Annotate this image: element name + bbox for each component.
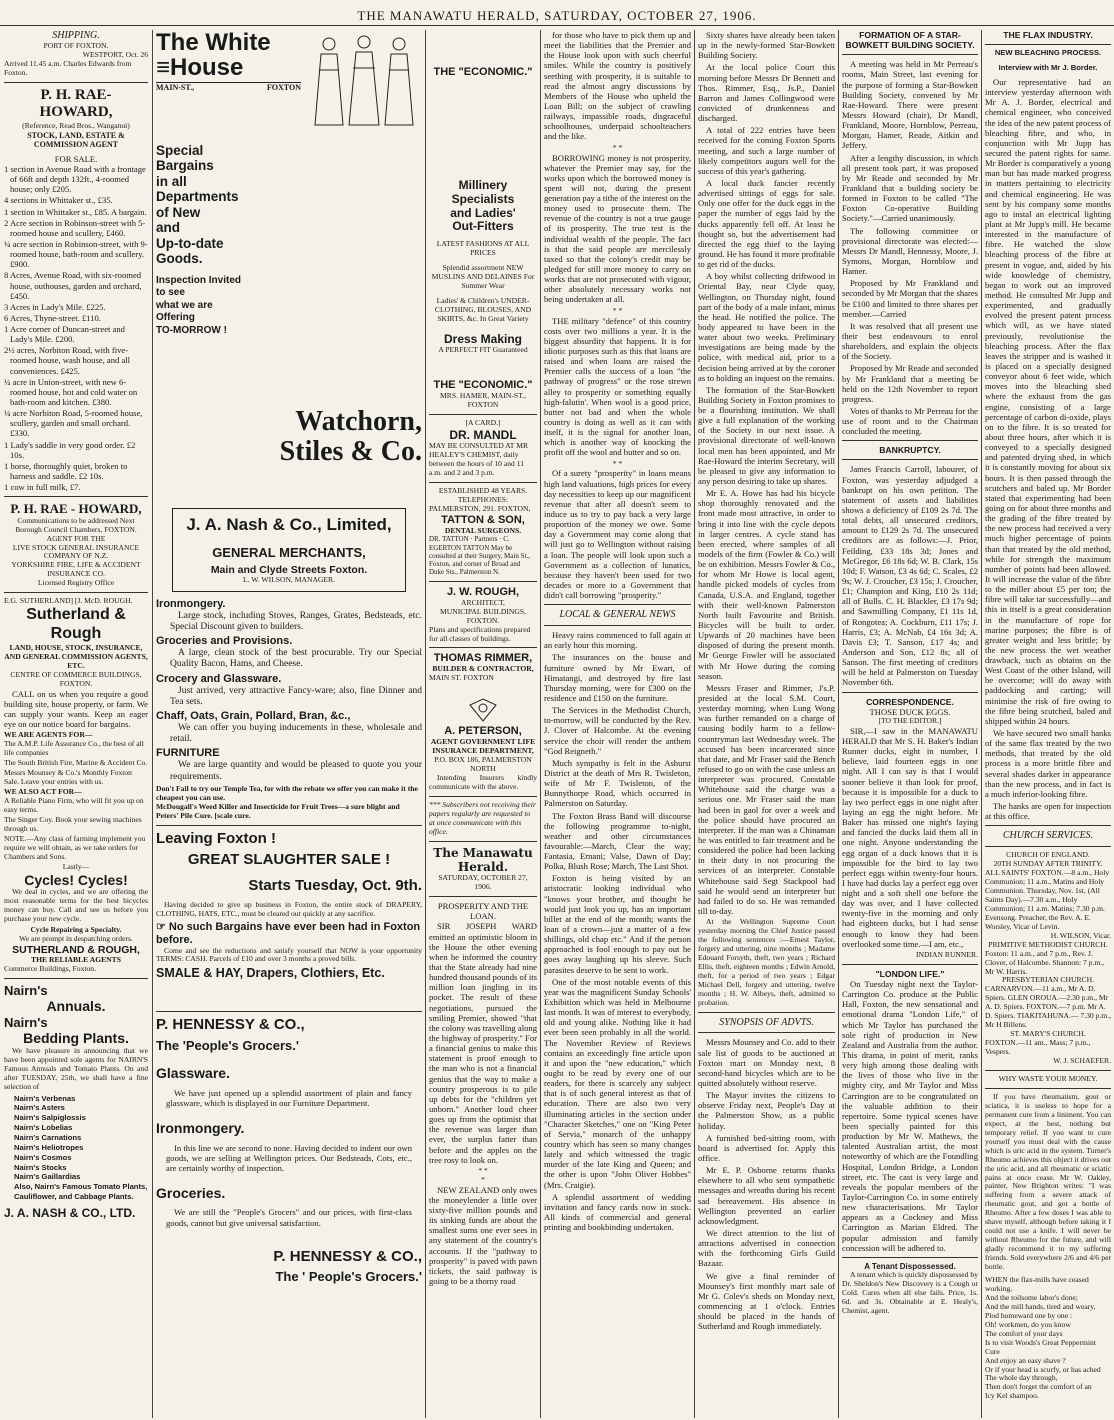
plant-item: Nairn's Verbenas bbox=[14, 1093, 76, 1103]
nairn-heading-2: Annuals. bbox=[46, 998, 106, 1015]
sale-item: 3 Acres in Lady's Mile. £225. bbox=[4, 301, 106, 312]
pointing-hand-icon: ☞ bbox=[156, 920, 169, 933]
col4-p4: Of a surety "prosperity" in loans means high land valuations, high prices for every day necessities to keep up our magnificent revenue that after all doesn't seem to induce us to try to pay back a very large proportion of the money we owe. Some day a Government may come along that will just go to Wellington without raising a loan. The people will look upon such a Government as a collection of lunatics, because they haven't been used for two decades or more to a Government that didn't call borrowing "prosperity." bbox=[544, 468, 691, 601]
bargains-line: in all bbox=[156, 173, 187, 189]
ironmongery-body: In this line we are second to none. Having decided to indent our own goods, we are selling at Wellington prices. Our Bedsteads, Cots, etc., are certainly worthy of inspection. bbox=[166, 1142, 412, 1173]
special-bargains bbox=[156, 143, 301, 267]
watchorn-title-1: Watchorn, bbox=[295, 406, 422, 438]
millinery-line: Millinery bbox=[458, 177, 508, 192]
bargains-line: Special bbox=[156, 142, 204, 158]
inspection-line: what we are bbox=[156, 299, 213, 311]
column-rule bbox=[152, 30, 153, 1418]
bargains-line: Departments bbox=[156, 189, 239, 205]
sale-item: 6 Acres, Thyne-street. £110. bbox=[4, 312, 101, 323]
col4-p2: BORROWING money is not prosperity, whatever the Premier may say, for the works upon which the borrowed money is spent will not, during the present generation pay a tithe of the interest on the money used to prosecute them. The revenue of the country is not a true gauge of its prosperity. The true test is the individual wealth of the people. The fact is that the said people are mercilessly taxed so that the colony's credit may be pledged for still more money to carry on works that are not prosecuted with vigour, other absolutely necessary works not being undertaken at all. bbox=[544, 152, 691, 305]
watchorn-title-2: Stiles & Co. bbox=[279, 435, 422, 467]
presbyterian-times: CARNARVON.—11 a.m., Mr A. D. Spiers. GLEN OROUA.—2.30 p.m., Mr A. D. Spiers. FOXTON.—7 p.m. Mr A. D. Spiers. TIAKITAHUNA.— 7.30 p.m., Mr H Billens. bbox=[985, 984, 1111, 1030]
news-item: Heavy rains commenced to fall again at an early hour this morning. bbox=[544, 630, 691, 651]
nash-section-body: A large, clean stock of the best procurable. Try our Special Quality Bacon, Hams, and Cheese. bbox=[170, 648, 422, 670]
rae-howard-name: P. H. RAE-HOWARD, bbox=[39, 86, 113, 121]
agency-line: AGENT FOR THE bbox=[46, 533, 106, 543]
news-item: The insurances on the house and furniture owned by Mr Ewart, of Himatangi, and destroyed by fire last Thursday morning, were for £300 on the residence and £150 on the furniture. bbox=[544, 652, 691, 703]
white-house-street: MAIN-ST., bbox=[156, 83, 195, 93]
card-label: [A CARD.] bbox=[465, 417, 501, 427]
sutherland-rough-body: CALL on us when you require a good building site, house property, or farm. We can supply your wants. Keep an eager eye on our notice board for bargains. bbox=[4, 688, 148, 730]
peterson-body: Intending Insurers kindly communicate with the above. bbox=[429, 773, 537, 792]
leaving-foxton: Leaving Foxton ! bbox=[156, 829, 276, 847]
local-news-heading: LOCAL & GENERAL NEWS bbox=[559, 609, 676, 621]
poem-line: WHEN the flax-mills have ceased working, bbox=[985, 1275, 1089, 1293]
vicar-signature: H. WILSON, Vicar. bbox=[1050, 930, 1111, 940]
column-rule bbox=[540, 30, 541, 1418]
news-item: Foxton is being visited by an aristocratic looking individual who "knows your brother, and thought he would just look you up, has an important billet at the end of the month; wants the loan of a crown—just a matter of a few shillings, old chap etc." And if the person approached is fool enough to pay out he goes away laughing up his sleeve. Such parasites deserve to be sent to work. bbox=[544, 873, 691, 975]
agency-line: LIVE STOCK GENERAL INSURANCE COMPANY OF N.Z. bbox=[12, 542, 140, 561]
economic-heading: THE "ECONOMIC." bbox=[433, 66, 533, 78]
formation-paragraph: It was resolved that all present use their best endeavours to enrol shareholders, and explain the objects of the Society. bbox=[842, 320, 978, 362]
duck-eggs-heading: THOSE DUCK EGGS. bbox=[869, 706, 951, 717]
rae-howard-agencies bbox=[4, 517, 148, 589]
formation-paragraph: Votes of thanks to Mr Perreau for the use of room and to the Chairman concluded the meeting. bbox=[842, 405, 978, 437]
glassware-body: We have just opened up a splendid assortment of plain and fancy glassware, which is displayed in our Furniture Department. bbox=[166, 1087, 412, 1108]
tatton-body: DR. TATTON · Partners · C. EGERTON TATTON May be consulted at their Surgery, Main St., Foxton, and corner of Broad and Duke Sts., Palmerston N. bbox=[429, 535, 530, 577]
poem-line: Oh! workmen, do you know bbox=[985, 1319, 1071, 1329]
prompt-despatch: We are prompt in despatching orders. bbox=[19, 933, 133, 943]
plant-item: Nairn's Asters bbox=[14, 1103, 65, 1113]
presbyterian-church: PRESBYTERIAN CHURCH. bbox=[1002, 975, 1094, 985]
column-rule bbox=[425, 30, 426, 1418]
synopsis-item: Messrs Mounsey and Co. add to their sale list of goods to be auctioned at Foxton mart on Monday next, 8 second-hand bicycles which are to be quitted absolutely without reserve. bbox=[698, 1037, 835, 1088]
ironmongery-heading: Ironmongery. bbox=[156, 1119, 245, 1136]
leader-heading: PROSPERITY AND THE LOAN. bbox=[437, 901, 529, 922]
subscribers-notice: *** Subscribers not receiving their papers regularly are requested to at once communicate with this office. bbox=[429, 800, 536, 837]
temple-tea: Don't Fail to try our Temple Tea, for with the rebate we offer you can make it the cheapest you can use. bbox=[156, 783, 418, 802]
bargains-line: Up-to-date bbox=[156, 235, 224, 251]
inspection-line: TO-MORROW ! bbox=[156, 324, 227, 336]
sutherland-rough-business: LAND, HOUSE, STOCK, INSURANCE, AND GENERAL COMMISSION AGENTS, ETC. bbox=[4, 642, 148, 670]
formation-paragraph: After a lengthy discussion, in which all present took part, it was proposed by Mr Reade and seconded by Mr Frankland that a building society be formed in Foxton to be called "The Foxton Co-operative Building Society."—Carried unanimously. bbox=[842, 152, 978, 224]
sale-body: Having decided to give up business in Foxton, the entire stock of DRAPERY, CLOTHING, HATS, ETC., must be cleared out quickly at any sacrifice. bbox=[156, 899, 422, 918]
cycles-body: We deal in cycles, and we are offering the most reasonable terms for the best bicycles money can buy. Call and see us before you purchase your new cycle. bbox=[4, 887, 148, 923]
sale-item: 8 Acres, Avenue Road, with six-roomed house, outhouses, garden and orchard, £450. bbox=[4, 270, 142, 301]
primitive-methodist: PRIMITIVE METHODIST CHURCH. bbox=[988, 939, 1108, 949]
sale-item: ¼ acre in Union-street, with new 6-roomed house, hot and cold water on bath-room and kitchen. £380. bbox=[4, 376, 138, 408]
plant-item: Nairn's Cosmos bbox=[14, 1152, 72, 1162]
hennessy-title: P. HENNESSY & CO., bbox=[156, 1016, 305, 1034]
news-item: At the local police Court this morning before Messrs Dr Bennett and Thos. Rimmer, Esq., Js.P., Daniel Barron and James Collingwood were convicted of drunkenness and discharged. bbox=[698, 62, 835, 124]
also-act-heading: WE ALSO ACT FOR— bbox=[4, 787, 82, 797]
flax-body: Our representative had an interview yesterday afternoon with Mr A. J. Border, electrical and chemical engineer, who conceived the idea of the new patent process of bleaching fibre, and who, in conjunction with Mr Jupp has secured the patent rights for same. Mr Border is comparatively a young man but has made marked progress in matters pertaining to electricity and chemical engineering. He was sent by his company some months ago to instal an electrical lighting plant at Mr Jupp's mill. He became interested in the manufacture of fibre. He watched the slow bleaching process of the fibre at present in vogue, and, aided by his wide knowledge of chemistry, began to work out an improved method. He consulted Mr Jupp and experimented, and gradually evolved the present patent process which will, as we have stated previously, revolutionise the bleaching process. After the flax leaves the stripper and is washed it is placed on a specially designed conveyor about 6 feet wide, which moves into the bleaching shed where the exhaust from the gas engine, consisting of a large percentage of carbon di-oxide, plays on to the fibre. It is so treated for about three hours, after which it is conveyed to a specially designed and patented drying shed, in which it is constantly moving for about six hours. It is then passed through the scutchers and baled up. Mr Border stated that experimenting had been going on for about three months and the grading of the fibre treated by the new process had received a very much higher percentage of points than that treated by the old method, while for strength the maximum number of points had been allowed. It will increase the value of the fibre to the miller about £5 per ton; the fibre will take tar successfully—and this in itself is a great consideration in the manufacture of rope for marine purposes; the fibre is of greater weight and less brittle; by the new process the wet weather drawback, such as obtains on the West Coast of the other Island, will be overcome; will do away with paddocking and carting; will minimise the risk of fire owing to the fibre being scutched, baled and shipped within 24 hours. bbox=[985, 77, 1111, 726]
rough-address: MUNICIPAL BUILDINGS, FOXTON. bbox=[440, 606, 526, 625]
column-4 bbox=[544, 30, 691, 1418]
millinery-specialists bbox=[429, 179, 537, 234]
agent-item: The A.M.P. Life Assurance Co., the best of all life companies bbox=[4, 739, 144, 758]
news-item: The Services in the Methodist Church, to-morrow, will be conducted by the Rev. J. Clover of Halcombe. At the evening service the choir will render the anthem "God Reigneth." bbox=[544, 705, 691, 756]
cycles-heading: Cycles! Cycles! bbox=[24, 871, 128, 888]
lastly-label: Lastly— bbox=[62, 861, 90, 871]
nairn-heading-3: Nairn's bbox=[4, 1014, 48, 1030]
peoples-grocers-2: The ' People's Grocers.' bbox=[275, 1269, 422, 1285]
waste-money-heading: WHY WASTE YOUR MONEY. bbox=[998, 1073, 1098, 1083]
sale-item: 1 Acre corner of Duncan-street and Lady's Mile. £200. bbox=[4, 324, 125, 345]
column-rule bbox=[694, 30, 695, 1418]
london-life-body: On Tuesday night next the Taylor-Carrington Co. produce at the Public Hall, Foxton, the new sensational and emotional drama "London Life," of which Mr Taylor has purchased the sole right of production in New Zealand and Australia from the author. This drama, in point of merit, ranks very high among those dealing with the lives of those who live in the mighty city, and Mr Taylor and Miss Carrington are to be congratulated on the valuable addition to their repertoire. Some typical scenes have been specially painted for this production by Mr W. Mathews, the talented Australian artist, the most noteworthy of which are the Foundling Hospital, London Bridge, a London street, etc. The cast is very large and reveals the popular members of the Taylor-Carrington Co. in some entirely new characterisations. Mr Taylor appears as a Cockney and Miss Carrington as Marian Eldred. The popular admission and family concession will be adhered to. bbox=[842, 979, 978, 1253]
plant-item: Nairn's Lobelias bbox=[14, 1123, 73, 1133]
column-5 bbox=[698, 30, 835, 1418]
poem-line: And enjoy an easy shave ? bbox=[985, 1355, 1066, 1365]
flax-heading: THE FLAX INDUSTRY. bbox=[1003, 30, 1093, 40]
nash-sections bbox=[156, 598, 422, 783]
plant-item: Also, Nairn's Famous Tomato Plants, Cauliflower, and Cabbage Plants. bbox=[14, 1182, 148, 1202]
white-house-title-1: The White bbox=[156, 30, 271, 56]
nash-section-body: Large stock, including Stoves, Ranges, Grates, Bedsteads, etc. Special Discount given to builders. bbox=[170, 610, 422, 633]
bleaching-subheading: NEW BLEACHING PROCESS. bbox=[994, 48, 1102, 58]
nash-section-body: Just arrived, very attractive Fancy-ware; also, fine Dinner and Tea sets. bbox=[170, 685, 422, 707]
economic-heading-2: THE "ECONOMIC." bbox=[433, 378, 533, 391]
telephone-numbers: PALMERSTON, 291. FOXTON, bbox=[429, 503, 531, 513]
news-item: The formation of the Star-Bowkett Building Society in Foxton promises to be a flourishing institution. We shall give a full explanation of the working of the Society in our next issue. A provisional directorate of well-known local men has been appointed, and Mr Rae-Howard the interim Secretary, will be pleased to give any information to any person desiring to take up shares. bbox=[698, 384, 835, 487]
plant-item: Nairn's Carnations bbox=[14, 1133, 82, 1142]
peterson-agent: AGENT GOVERNMENT LIFE INSURANCE DEPARTMENT, bbox=[430, 737, 536, 756]
bankruptcy-heading: BANKRUPTCY. bbox=[879, 445, 941, 456]
rae-howard-name-2: P. H. RAE - HOWARD, bbox=[10, 501, 142, 517]
poem-line: Or if your head is scurfy, or has ached bbox=[985, 1364, 1101, 1374]
column-7 bbox=[985, 30, 1111, 1418]
nash-section-heading: Crocery and Glassware. bbox=[156, 672, 282, 685]
rae-howard-business: STOCK, LAND, ESTATE & COMMISSION AGENT bbox=[27, 130, 125, 150]
nash-section-heading: Groceries and Provisions. bbox=[156, 635, 293, 648]
synopsis-item: The Mayor invites the citizens to observe Friday next, People's Day at the Palmerston Show, as a public holiday. bbox=[698, 1090, 835, 1131]
commerce-buildings: Commerce Buildings, Foxton. bbox=[4, 964, 96, 974]
sutherland-rough-partners: E.G. SUTHERLAND] [J. McD. ROUGH. bbox=[4, 596, 133, 606]
dress-making: Dress Making bbox=[443, 331, 523, 346]
masthead bbox=[0, 0, 1114, 26]
news-item: Messrs Fraser and Rimmer, J's.P. presided at the local S.M. Court, yesterday morning, when Lung Wong was further remanded on a charge of causing bodily harm to a fellow-countryman last Wednesday week. The accused has been incarcerated since that date, and Mr Fraser said the Bench refused to go on with the case unless an interpreter was procured. Constable Whitehouse said the charge was a serious one. Mr Fraser said the man had been in gaol for over a week and the police should have procured an interpreter. If the man was a Chinaman he was entitled to fair treatment and he considered the police had been lacking in their duty in not procuring the services of an interpreter. Constable Whitehouse said Segt Stackpool had said he would send an interpreter but had failed to do so. He was remanded till to-day. bbox=[698, 682, 835, 916]
inspection-line: Inspection Invited bbox=[156, 274, 242, 286]
port-heading: PORT OF FOXTON. bbox=[43, 40, 109, 50]
groceries-heading: Groceries. bbox=[156, 1184, 226, 1201]
synopsis-heading: SYNOPSIS OF ADVTS. bbox=[719, 1016, 814, 1028]
poem-line: Icy Kel shampoo. bbox=[985, 1391, 1039, 1401]
formation-paragraph: Proposed by Mr Reade and seconded by Mr Frankland that a meeting be held on the 12th November to report progress. bbox=[842, 363, 978, 404]
architect-label: ARCHITECT, bbox=[461, 597, 505, 607]
agency-line: YORKSHIRE FIRE, LIFE & ACCIDENT INSURANCE CO. bbox=[11, 560, 141, 579]
nash-section-heading: FURNITURE bbox=[156, 747, 220, 760]
rae-howard-reference: (Reference, Read Bros., Wanganui) bbox=[22, 120, 130, 130]
sale-item: 1 horse, thoroughly quiet, broken to harness and saddle. £2 10s. bbox=[4, 460, 128, 482]
thomas-rimmer: THOMAS RIMMER, bbox=[433, 652, 533, 665]
column-6 bbox=[842, 30, 978, 1418]
nairn-heading-4: Bedding Plants. bbox=[23, 1030, 129, 1047]
agency-line: Communications to be addressed Next Borough Council Chambers, FOXTON. bbox=[15, 515, 137, 534]
sale-item: 2 Acre section in Robinson-street with 5-roomed house and scullery, £460. bbox=[4, 217, 146, 238]
interview-subheading: Interview with Mr J. Border. bbox=[998, 63, 1098, 73]
plant-item: Nairn's Salpiglossis bbox=[14, 1113, 86, 1123]
sale-item: 2½ acres, Norbiton Road, with five-roomed house, wash house, and all conveniences. £425. bbox=[4, 345, 131, 376]
westport-dateline: WESTPORT, Oct. 26 bbox=[82, 49, 148, 59]
telephones-label: TELEPHONES: bbox=[457, 494, 509, 504]
asterisks-divider: * * bbox=[612, 458, 623, 468]
millinery-line: and Ladies' bbox=[450, 205, 516, 220]
nash-section-heading: Ironmongery. bbox=[156, 597, 226, 610]
column-rule bbox=[981, 30, 982, 1418]
sale-item: 1 section in Whittaker st., £85. A bargain. bbox=[4, 206, 147, 217]
hennessy-title-2: P. HENNESSY & CO., bbox=[273, 1247, 422, 1265]
news-item: One of the most notable events of this year was the magnificent Sunday Schools' Exhibition which was held in Melbourne last month. It was of interest to everybody, old and young alike. Nothing like it had ever been seen probably in all the world. The November Review of Reviews contains an exceedingly fine article upon it and upon the "new education," which ought to be read by every one of our readers, for there is scarcely any subject that is of such general interest as that of education. There are also two very illuminating articles in the section under "Character Sketches," one on "King Peter of Servia," monarch of the unhappy country which has seen so many changes lately and which witnessed the tragic murder of the late King and Queen; and the other is upon "John Oliver Hobbes" (Mrs. Craigie). bbox=[544, 976, 691, 1190]
formation-heading: FORMATION OF A STAR-BOWKETT BUILDING SOCIETY. bbox=[845, 30, 975, 51]
column-3 bbox=[429, 30, 537, 1418]
nairn-plants-list bbox=[4, 1094, 148, 1202]
a-peterson: A. PETERSON, bbox=[444, 725, 522, 738]
st-marys-times: FOXTON.—11 am., Mass; 7 p.m., Vespers. bbox=[985, 1038, 1091, 1057]
asterisks-divider: * * bbox=[612, 142, 623, 152]
tatton-son: TATTON & SON, bbox=[441, 513, 525, 526]
peoples-grocers: The 'People's Grocers.' bbox=[156, 1037, 299, 1053]
church-of-england-times: ALL SAINTS' FOXTON.—8 a.m., Holy Communion; 11 a.m., Matins and Holy Communion. Thursday, Nov. 1st, (All Saints Day).—7.30 a.m., Holy Communion; 11 a.m. Matins; 7.30 p.m. Evensong. Preacher, the Rev. A. E. Worsley, Vicar of Levin. bbox=[985, 868, 1110, 931]
inspection-invited bbox=[156, 275, 301, 338]
sale-item: 1 section in Avenue Road with a frontage of 66ft and depth 132ft., 4-roomed house; only £205. bbox=[4, 163, 146, 195]
poem-line: And the toilsome labor's done; bbox=[985, 1292, 1078, 1302]
flax-body-3: The hanks are open for inspection at this office. bbox=[985, 801, 1111, 822]
peterson-address: P.O. BOX 186, PALMERSTON NORTH bbox=[434, 755, 532, 774]
nash-section-body: We are large quantity and would be pleased to quote you your requirements. bbox=[170, 760, 422, 782]
formation-paragraph: A meeting was held in Mr Perreau's rooms, Main Street, last evening for the purpose of forming a Star-Bowkett Building Society, convened by Mr Rae-Howard. There were present Messrs Howard (chair), Dr Mandl, Frankland, Moore, Hornblow, Perreau, Morgan, Hamer, Reade, Aitkin and Jeffery. bbox=[842, 59, 978, 151]
jw-rough: J. W. ROUGH, bbox=[446, 585, 520, 598]
sutherland-rough-title: Sutherland & Rough bbox=[26, 606, 126, 643]
agent-item: The South British Fire, Marine & Accident Co. bbox=[4, 758, 148, 768]
great-slaughter-sale: GREAT SLAUGHTER SALE ! bbox=[187, 851, 391, 869]
dr-mandl: DR. MANDL bbox=[449, 427, 517, 442]
poem-line: Then don't forget the comfort of an bbox=[985, 1382, 1092, 1392]
also-act-list bbox=[4, 797, 148, 862]
tenant-body: A tenant which is quickly dispossessed by Dr. Sheldon's New Discovery is a Cough or Cold. Cures when all else fails. Price, 1s. 6d. and 3s. Obtainable at E. Healy's, Chemist, agent. bbox=[842, 1270, 978, 1316]
agents-list bbox=[4, 740, 148, 787]
arrival-notice: Arrived 11.45 a.m. Charles Edwards from Foxton. bbox=[4, 58, 132, 77]
nash-section-body: We can offer you buying inducements in these, wholesale and retail. bbox=[170, 723, 422, 745]
nash-title: J. A. Nash & Co., Limited, bbox=[186, 515, 392, 535]
sunday-after-trinity: 20TH SUNDAY AFTER TRINITY. bbox=[993, 859, 1103, 869]
also-act-item: A Reliable Piano Firm, who will fit you up on easy terms. bbox=[4, 795, 144, 814]
letter-signature: INDIAN RUNNER. bbox=[915, 949, 978, 959]
mrs-hamer-address: MRS. HAMER, MAIN-ST., FOXTON bbox=[440, 390, 526, 409]
nash-manager: L. W. WILSON, MANAGER. bbox=[242, 574, 336, 584]
also-act-item: The Singer Coy. Book your sewing machines through us. bbox=[4, 814, 142, 833]
agency-line: Licensed Registry Office bbox=[37, 578, 115, 588]
sale-item: 1 Lady's saddle in very good order. £2 10s. bbox=[4, 439, 136, 460]
news-item: A splendid assortment of wedding invitation and fancy cards now in stock. All kinds of commercial and general printing and bookbinding undertaken. bbox=[544, 1191, 691, 1233]
shipping-heading: SHIPPING. bbox=[52, 30, 100, 41]
smale-hay: SMALE & HAY, Drapers, Clothiers, Etc. bbox=[156, 966, 385, 981]
leader-body: SIR JOSEPH WARD emitted an optimistic bloom in the House the other evening when he informed the country that the State already had nine hundred thousand pounds of its million loan jingling in its pocket. The result of these negotiations, pursued the smiling Premier, showed "that the colony was travelling along the highway of prosperity." For a financial genius to make this statement is proof enough to the man who is not a financial genius that the way to make a country prosperous is to pile up debts for the "children yet unborn." Another loud cheer goes up from the optimist that the revenue was larger than ever, the surplus fatter than before and the apples on the tree rosy to look on. bbox=[429, 921, 537, 1165]
poem-line: Plod homeward one by one : bbox=[985, 1310, 1073, 1320]
col4-p3: THE military "defence" of this country costs over two millions a year. It is the biggest absurdity that happens. It is for idiotic purposes such as this that loans are raised and when loans are raised the Premier calls the success of a loan "the pathway of progress" or the rose strewn alley to prosperity or something equally high-falutin'. When wool is a good price, butter not bad and when the whole country is doing as well as it can with itself, it is the signal for another loan, which is another way of knocking the profit off the wool and butter and so on. bbox=[544, 315, 691, 458]
inspection-line: to see bbox=[156, 287, 185, 299]
millinery-line: Out-Fitters bbox=[452, 219, 514, 234]
poem-line: And the mill hands, tired and weary, bbox=[985, 1301, 1096, 1311]
nash-general-merchants: GENERAL MERCHANTS, bbox=[212, 545, 366, 561]
dr-mandl-body: MAY BE CONSULTED AT MR HEALEY'S CHEMIST, daily between the hours of 10 and 11 a.m. and 2 and 3 p.m. bbox=[429, 440, 529, 477]
inspection-line: Offering bbox=[156, 312, 195, 324]
herald-title: The Manawatu Herald. bbox=[433, 845, 533, 875]
synopsis-item: A furnished bed-sitting room, with board is advertised for. Apply this office. bbox=[698, 1132, 835, 1163]
sale-item: ¼ acre Norbiton Road, 5-roomed house, scullery, garden and small orchard. £330. bbox=[4, 408, 143, 439]
plant-item: Nairn's Heliotropes bbox=[14, 1142, 84, 1152]
agents-for-heading: WE ARE AGENTS FOR— bbox=[4, 730, 93, 740]
poem-line: Is to visit Woods's Great Peppermint Cure bbox=[985, 1337, 1096, 1356]
sale-list bbox=[4, 164, 148, 492]
nairn-body: We have pleasure in announcing that we have been appointed sole agents for NAIRN'S Famous Annuals and Tomato Plants. On and after TUESDAY, 25th, we shall have a fine selection of bbox=[4, 1045, 148, 1091]
fashion-figures-illustration bbox=[309, 30, 422, 337]
new-muslins: Splendid assortment NEW MUSLINS AND DELAINES For Summer Wear bbox=[431, 263, 535, 290]
crest-icon bbox=[429, 697, 537, 725]
sale-item: ¼ acre section in Robinson-street, with 9-roomed house, bath-room and scullery. £900. bbox=[4, 238, 148, 270]
news-item: Mr E. A. Howe has had his bicycle shop thoroughly renovated and the front made most attractive, in order to bring it into line with the cycle depots in larger centres. A cycle stand has been erected, where samples of all models of the firm (Fowler & Co.) will be on exhibition. Messrs Fowler & Co., for whom Mr Howe is local agent, handle picked models of cycles from Canada, U.S.A. and England, together with their well-known Palmerston North built Favourite and British. Bicycles will be built to order. Upwards of 20 machines have been disposed of during the present month. Mr George Fowler will be associated with Mr Howe during the coming season. bbox=[698, 488, 835, 681]
flax-body-2: We have secured two small hanks of the same flax treated by the two methods, that treated by the old process is a more brittle fibre and several shades darker in appearance than the new process, and in fact is a much inferior-looking fibre. bbox=[985, 728, 1111, 799]
nairn-heading-1: Nairn's bbox=[4, 983, 48, 999]
nash-footer: J. A. NASH & CO., LTD. bbox=[4, 1206, 136, 1221]
church-services-heading: CHURCH SERVICES. bbox=[1002, 830, 1094, 842]
no-such-bargains bbox=[156, 921, 422, 947]
latest-fashions: LATEST FASHIONS AT ALL PRICES bbox=[436, 239, 530, 258]
for-sale-heading: FOR SALE. bbox=[54, 153, 98, 164]
reliable-agents: THE RELIABLE AGENTS bbox=[31, 955, 121, 965]
church-of-england: CHURCH OF ENGLAND. bbox=[1006, 850, 1090, 860]
asterisks-divider: * * bbox=[612, 305, 623, 315]
column-1 bbox=[4, 30, 148, 1418]
sutherland-rough-footer: SUTHERLAND & ROUGH, bbox=[12, 943, 140, 956]
asterisks-divider: * * * bbox=[478, 1165, 488, 1184]
herald-date: SATURDAY, OCTOBER 27, 1906. bbox=[438, 873, 528, 892]
dental-surgeons: DENTAL SURGEONS. bbox=[444, 525, 522, 535]
rough-body: Plans and specifications prepared for all classes of buildings. bbox=[429, 624, 531, 643]
leader-body-2: NEW ZEALAND only owes the moneylender a little over sixty-five million pounds and its sinking funds are about the smallest sums one ever sees in any statement of the country's accounts. If the "pathway to prosperity" is paved with pawn tickets, the said pathway is going to be a thorny road bbox=[429, 1184, 537, 1287]
nash-advert-box bbox=[172, 508, 406, 592]
to-the-editor: [TO THE EDITOR.] bbox=[878, 715, 942, 725]
correspondence-heading: CORRESPONDENCE. bbox=[866, 696, 954, 707]
st-marys-church: ST. MARY'S CHURCH. bbox=[1010, 1029, 1086, 1039]
poem-line: The whole day through, bbox=[985, 1373, 1058, 1383]
primitive-methodist-times: Foxton: 11 a.m., and 7 p.m., Rev. J. Clover, of Halcombe. Shannon: 7 p.m., Mr W. Harris. bbox=[985, 948, 1105, 976]
bargains-line: Goods. bbox=[156, 251, 203, 267]
come-and-see: Come and see the reductions and satisfy yourself that NOW is your opportunity TERMS: CASH. Parcels of £10 and over 3 months a proved bills. bbox=[156, 945, 422, 964]
sale-item: 4 sections in Whittaker st., £35. bbox=[4, 195, 113, 206]
priest-signature: W. J. SCHAEFER. bbox=[1053, 1056, 1111, 1066]
sale-item: 1 cow in full milk, £7. bbox=[4, 482, 81, 493]
synopsis-item: We direct attention to the list of attractions advertised in connection with the forthcoming Girls Guild Bazaar. bbox=[698, 1227, 835, 1269]
sutherland-rough-address: CENTRE OF COMMERCE BUILDINGS, FOXTON. bbox=[10, 669, 142, 688]
poem-line: The comfort of your days bbox=[985, 1328, 1063, 1338]
duck-eggs-letter: SIR,—I saw in the MANAWATU HERALD that Mr S. H. Baker's Indian Runner ducks, eight in number, I believe, laid fourteen eggs in one night. All I can say is that I would sooner believe it than look for proof, because it is impossible for a duck to lay two perfect eggs in one night after laying an egg the night before. Mr Baker has missed one night's laying and fancied the ducks laid them all in one night. Anyone understanding the egg organ of a duck knows that it is impossible for the bird to lay two perfect eggs within twenty-four hours. I have had ducks lay a perfect egg over night and a soft shell one before the day was over, and I have collected twenty-five in the morning and only had eighteen ducks, but I had sense enough to know they had been overlooked some time.—I am, etc., bbox=[842, 725, 978, 949]
perfect-fit: A PERFECT FIT Guaranteed bbox=[438, 344, 528, 354]
nash-section-heading: Chaff, Oats, Grain, Pollard, Bran, &c., bbox=[156, 710, 351, 723]
established-years: ESTABLISHED 48 YEARS. bbox=[438, 485, 528, 495]
waste-money-body: If you have rheumatism, gout or sciatica, it is useless to hope for a permanent cure from a liniment. You can expect, at the best, nothing but temporary relief. If you want to cure yourself you must deal with the cause which is uric acid in the system. Turner's Rheumo achieves this object it drives out the uric acid, and all rheumatic or sciatic pains at once cease. Mr W. Oakley, painter, New Brighton writes: "I was suffering from a severe attack of rheumatic gout, and got a bottle of Rheumo. After a few doses I was able to shave myself, although before taking it I could not use a knife. I will never be without Rheumo for the future, and will gladly recommend it to my suffering friends. Sold everywhere 2/6 and 4/6 per bottle. bbox=[985, 1091, 1111, 1272]
groceries-body: We are still the "People's Grocers" and our prices, with first-class goods, cannot but give universal satisfaction. bbox=[166, 1207, 412, 1228]
white-house-town: FOXTON bbox=[266, 83, 301, 93]
ladies-underclothing: Ladies' & Children's UNDER-CLOTHING, BLOUSES, AND SKIRTS, &c. In Great Variety bbox=[434, 295, 532, 323]
news-item: Much sympathy is felt in the Ashurst District at the death of Mrs R. Twisleton, wife of Mr F. Twisleton, of the Bunnythorpe Road, which occurred in Palmerston on Saturday. bbox=[544, 757, 691, 809]
formation-paragraph: The following committee or provisional directorate was elected:—Messrs Dr Mandl, Hennessy, Moore, J. Symons, Morgan, Hornblow and Hamer. bbox=[842, 225, 978, 277]
glassware-heading: Glassware. bbox=[156, 1065, 230, 1082]
news-item: Sixty shares have already been taken up in the newly-formed Star-Bowkett Building Society. bbox=[698, 30, 835, 61]
nash-address: Main and Clyde Streets Foxton. bbox=[210, 563, 368, 576]
news-item: A boy whilst collecting driftwood in Oriental Bay, near Clyde quay, Wellington, on Thursday night, found part of the body of a male infant, minus the head. He notified the police. The body appeared to have been in the water about two weeks. Preliminary investigations are being made by the police, with medical aid, prior to a decision being arrived at by the coroner as to holding an inquest on the remains. bbox=[698, 271, 835, 383]
no-such-bargains-text: No such Bargains have ever been had in Foxton before. bbox=[156, 920, 421, 946]
column-rule bbox=[838, 30, 839, 1418]
cycle-repair: Cycle Repairing a Specialty. bbox=[30, 924, 122, 934]
synopsis-item: Mr E. P. Osborne returns thanks elsewhere to all who sent sympathetic messages and wreaths during his recent sad bereavement. His absence in Wellington prevented an earlier acknowledgment. bbox=[698, 1165, 835, 1226]
bankruptcy-body: James Francis Carroll, labourer, of Foxton, was yesterday adjudged a bankrupt on his own petition. The statement of assets and liabilities shows a deficiency of £109 2s 7d. The total debts, all unsecured creditors, amount to £129 2s 7d. The unsecured creditors are as follows:—J. Prior, Feilding, £33 18s 3d; Jones and McGregor, £6 18s 6d; W. B. Clark, 15s 10d; F. Watson, £3 4s 6d; C. Scales, £2 9s; W. J. Croucher, £3 15s; J. Croucher, £1; Champion and King, £10 2s 11d; all of Bulls. C. H. Blackler, £3 17s 9d; and Sawmilling Company, £1 11s 1d, of Rongotea; A. Cockburn, £11 17s; J. Harris, £3; A. McNab, £4 16s 3d; A. Davis £3; T. Sanson, £17 4s; and Anderson and Son, £12 8s; all of Sanson. The first meeting of creditors will be held at Palmerston on Tuesday November 6th. bbox=[842, 464, 978, 688]
plant-item: Nairn's Stocks bbox=[14, 1162, 67, 1172]
white-house-title-2: ≡House bbox=[156, 54, 244, 82]
white-house-title-2-text: House bbox=[170, 54, 244, 82]
builder-contractor: BUILDER & CONTRACTOR, bbox=[432, 664, 534, 674]
news-item: At the Wellington Supreme Court yesterday morning the Chief Justice passed the following sentences :—Ernest Taylor, forgery and uttering, nine months ; Madame Edouard Forsyth, theft, two years ; Richard Ellis, theft, eighteen months ; Edwin Arnold, theft, for a period of two years ; Edgar Michael Dell, forgery and uttering, twelve months ; H. W. Albeys, theft, admitted to probation. bbox=[698, 917, 835, 1007]
bargains-line: of New bbox=[156, 204, 201, 220]
agent-item: Messrs Mounsey & Co.'s Monthly Foxton Sale. Leave your entries with us. bbox=[4, 768, 132, 787]
formation-paragraph: Proposed by Mr Frankland and seconded by Mr Morgan that the shares be £100 and limited to three shares per member.—Carried bbox=[842, 278, 978, 319]
sale-starts: Starts Tuesday, Oct. 9th. bbox=[248, 876, 422, 894]
news-item: A total of 222 entries have been received for the coming Foxton Sports meeting, and such a large number of likely competitors augurs well for the success of this year's gathering. bbox=[698, 125, 835, 176]
tenant-heading: A Tenant Dispossessed. bbox=[864, 1261, 956, 1271]
news-item: A local duck fancier recently advertised sittings of eggs for sale. Only one offer for the duck eggs in the paper the number of eggs laid by the ducks apparently fell off. At least he thought so, but the advertisement had directed the egg thief to the laying ground. He has found it more profitable to get rid of the ducks. bbox=[698, 177, 835, 270]
col4-p1: for those who have to pick them up and meet the liabilities that the Premier and the House look upon with such cheerful smiles. While the country is positively seething with prosperity, it is suitable to read the almost angry discussions by Members of the House who upheld the Loan Bill; on the subject of crawling railways, impassible roads, disgraceful schoolhouses, underpaid schoolteachers and the like. bbox=[544, 30, 691, 142]
flax-mill-poem bbox=[985, 1276, 1111, 1401]
london-life-heading: "LONDON LIFE." bbox=[875, 968, 945, 979]
also-act-item: NOTE.—Any class of farming implement you require we will obtain, as we take orders for Chambers and Sons. bbox=[4, 833, 146, 861]
mcdougall-weed-killer: McDougall's Weed Killer and Insecticide for Fruit Trees—a sure blight and Peters' Pile Cure. [scale cure. bbox=[156, 801, 400, 820]
column-2 bbox=[156, 30, 422, 1418]
plant-item: Nairn's Gaillardias bbox=[14, 1172, 81, 1182]
rimmer-address: MAIN ST. FOXTON bbox=[429, 673, 494, 683]
masthead-text: THE MANAWATU HERALD, SATURDAY, OCTOBER 27, 1906. bbox=[357, 8, 757, 23]
bargains-line: and bbox=[156, 220, 181, 236]
ladies-illustration bbox=[309, 30, 419, 130]
millinery-line: Specialists bbox=[451, 191, 515, 206]
news-item: The Foxton Brass Band will discourse the following programme to-night, weather and other circumstances favourable:—March, Clear the way; Fantasia, Ernani; Valse, Dawn of Day; Polka, Blush Rose; March, The Last Shot. bbox=[544, 810, 691, 872]
synopsis-item: We give a final reminder of Mounsey's first monthly mart sale of Mr G. Colev's sheds on Monday next, commencing at 1 o'clock. Entries should be placed in the hands of Sutherland and Rough immediately. bbox=[698, 1270, 835, 1332]
bargains-line: Bargains bbox=[156, 158, 214, 174]
